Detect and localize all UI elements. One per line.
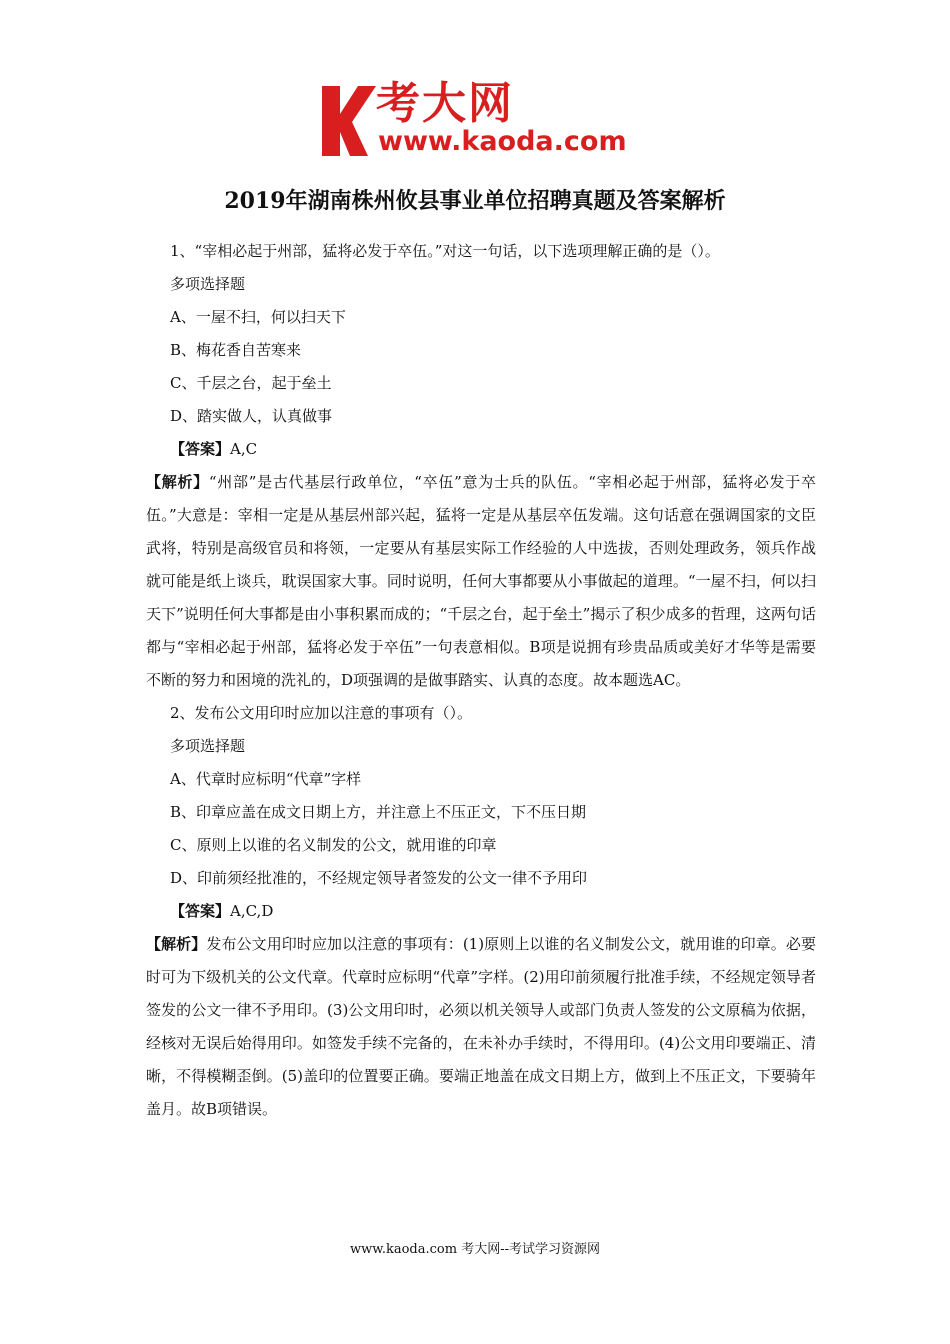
q2-stem: 2、发布公文用印时应加以注意的事项有（）。 xyxy=(170,704,473,722)
document-body xyxy=(146,235,816,1126)
q1-type: 多项选择题 xyxy=(170,275,246,293)
analysis-label: 【解析】 xyxy=(146,473,209,491)
answer-label: 【答案】 xyxy=(170,440,231,458)
logo xyxy=(318,80,638,160)
answer-value: A,C,D xyxy=(230,902,274,920)
q1-option-a: A、一屋不扫，何以扫天下 xyxy=(170,308,346,326)
k-logo-icon xyxy=(318,80,376,160)
page-title: 2019年湖南株州攸县事业单位招聘真题及答案解析 xyxy=(224,188,726,214)
q1-option-c: C、千层之台，起于垒土 xyxy=(170,374,332,392)
q1-stem: 1、“宰相必起于州部，猛将必发于卒伍。”对这一句话，以下选项理解正确的是（）。 xyxy=(170,242,720,260)
logo-name: 考大网 xyxy=(376,78,514,129)
q1-answer xyxy=(146,433,816,466)
q1-option-d: D、踏实做人，认真做事 xyxy=(170,407,333,425)
q2-option-b: B、印章应盖在成文日期上方，并注意上不压正文，下不压日期 xyxy=(170,803,587,821)
analysis-label: 【解析】 xyxy=(146,935,207,953)
answer-label: 【答案】 xyxy=(170,902,231,920)
q2-option-a: A、代章时应标明“代章”字样 xyxy=(170,770,362,788)
logo-url: www.kaoda.com xyxy=(378,126,627,157)
q2-analysis xyxy=(146,928,816,1126)
answer-value: A,C xyxy=(230,440,258,458)
q2-type: 多项选择题 xyxy=(170,737,246,755)
q1-analysis xyxy=(146,466,816,697)
q2-answer xyxy=(146,895,816,928)
page-footer: www.kaoda.com 考大网--考试学习资源网 xyxy=(350,1242,600,1257)
analysis-text: “州部”是古代基层行政单位，“卒伍”意为士兵的队伍。“宰相必起于州部，猛将必发于卒伍。”大意是：宰相一定是从基层州部兴起，猛将一定是从基层卒伍发端。这句话意在强调国家的文臣武将，特别是高级官员和将领，一定要从有基层实际工作经验的人中选拔，否则处理政务，领兵作战就可能是纸上谈兵，耽误国家大事。同时说明，任何大事都要从小事做起的道理。“一屋不扫，何以扫天下”说明任何大事都是由小事积累而成的；“千层之台，起于垒土”揭示了积少成多的哲理，这两句话都与“宰相必起于州部，猛将必发于卒伍”一句表意相似。B项是说拥有珍贵品质或美好才华等是需要不断的努力和困境的洗礼的，D项强调的是做事踏实、认真的态度。故本题选AC。 xyxy=(146,473,816,689)
analysis-text: 发布公文用印时应加以注意的事项有：(1)原则上以谁的名义制发公文，就用谁的印章。必要时可为下级机关的公文代章。代章时应标明“代章”字样。(2)用印前须履行批准手续，不经规定领导者签发的公文一律不予用印。(3)公文用印时，必须以机关领导人或部门负责人签发的公文原稿为依据，经核对无误后始得用印。如签发手续不完备的，在未补办手续时，不得用印。(4)公文用印要端正、清晰，不得模糊歪倒。(5)盖印的位置要正确。要端正地盖在成文日期上方，做到上不压正文，下要骑年盖月。故B项错误。 xyxy=(146,935,816,1118)
q2-option-c: C、原则上以谁的名义制发的公文，就用谁的印章 xyxy=(170,836,497,854)
q2-option-d: D、印前须经批准的，不经规定领导者签发的公文一律不予用印 xyxy=(170,869,588,887)
q1-option-b: B、梅花香自苦寒来 xyxy=(170,341,302,359)
